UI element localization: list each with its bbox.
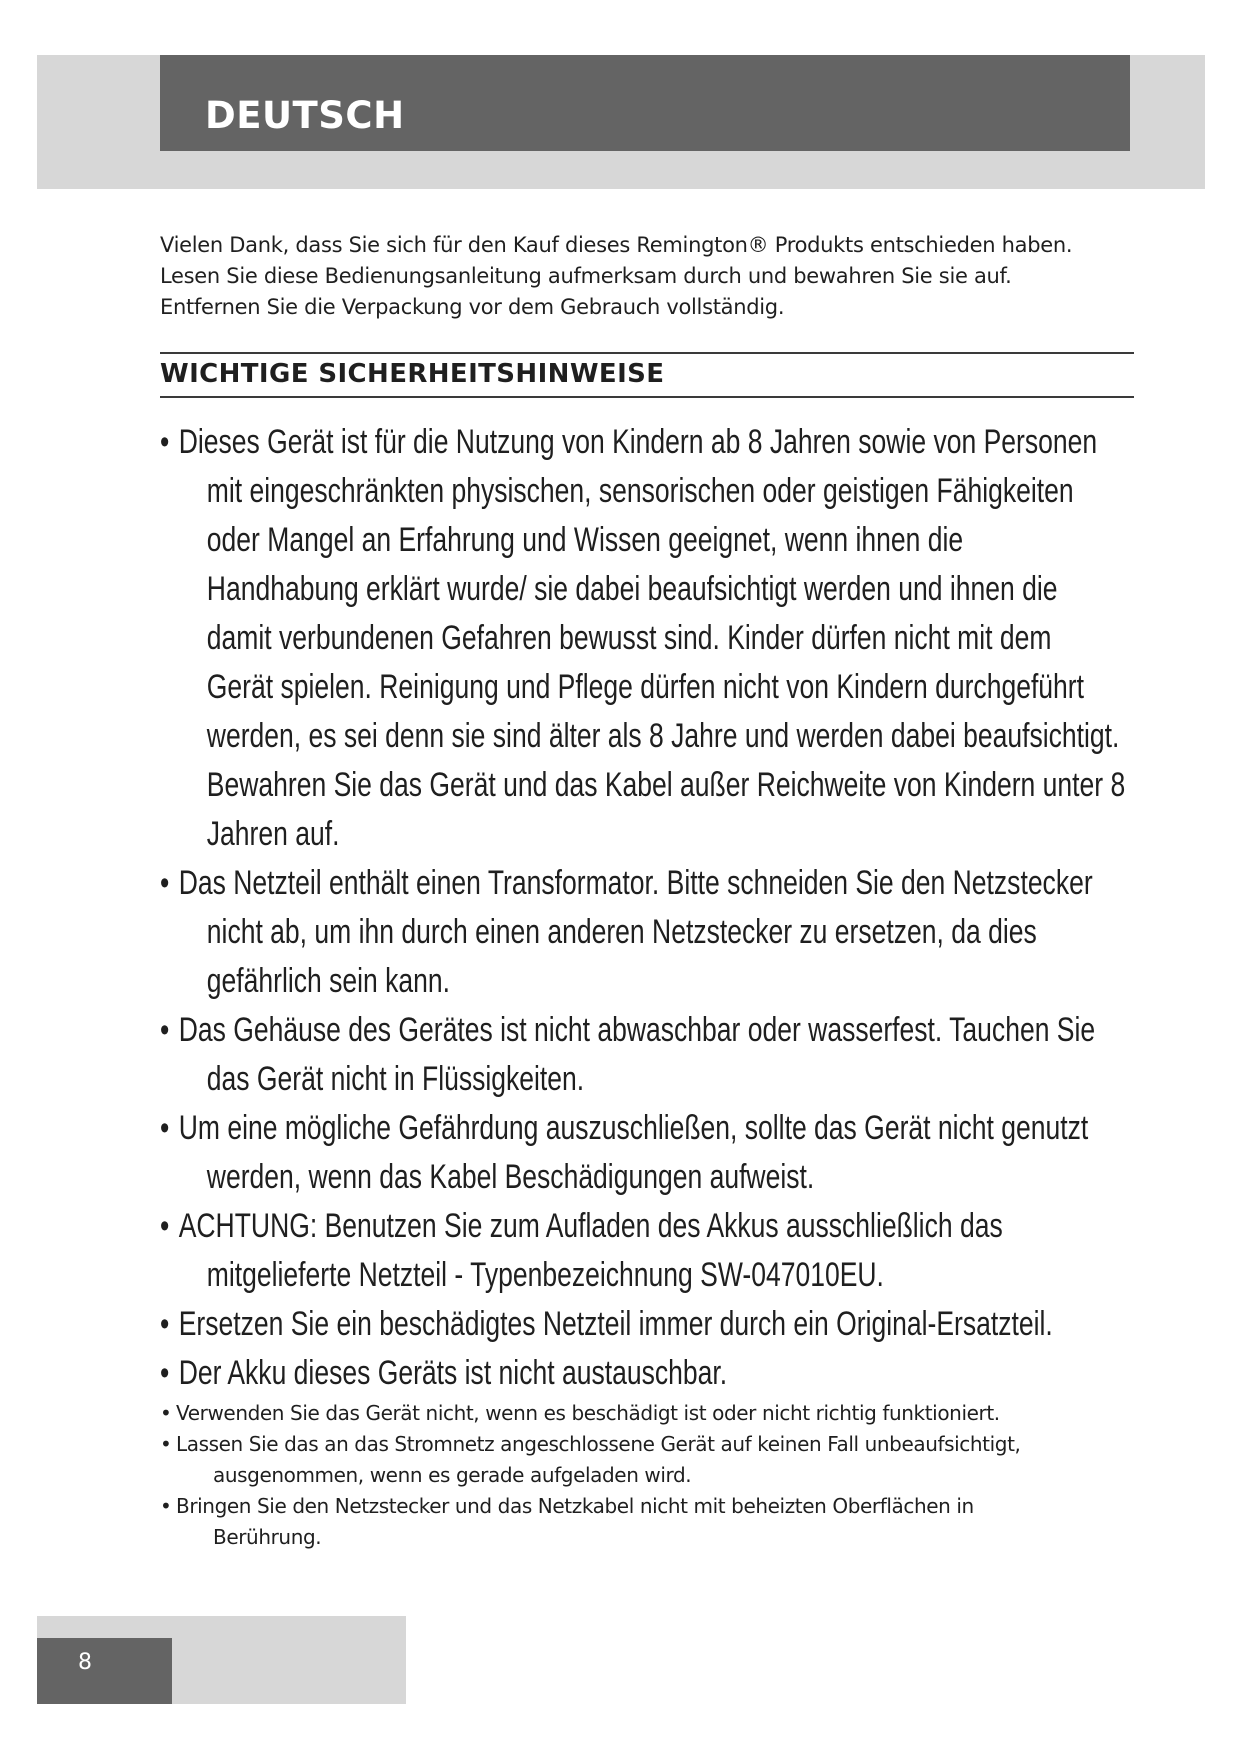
bullet-icon: •: [160, 864, 170, 902]
safety-item-line: damit verbundenen Gefahren bewusst sind. Kinder dürfen nicht mit dem: [206, 619, 1052, 657]
safety-item-line: Lassen Sie das an das Stromnetz angeschlossene Gerät auf keinen Fall unbeaufsichtigt,: [176, 1432, 1021, 1456]
language-heading: DEUTSCH: [205, 94, 405, 137]
safety-item-line: werden, wenn das Kabel Beschädigungen aufweist.: [206, 1158, 815, 1196]
bullet-icon: •: [160, 1432, 172, 1456]
safety-item: [160, 418, 1158, 859]
safety-item-line: Bewahren Sie das Gerät und das Kabel außer Reichweite von Kindern unter 8: [206, 766, 1126, 804]
bullet-icon: •: [160, 1109, 170, 1147]
safety-item-line: Berührung.: [213, 1525, 322, 1549]
safety-item-line: Das Netzteil enthält einen Transformator. Bitte schneiden Sie den Netzstecker: [178, 864, 1093, 902]
safety-item-line: Bringen Sie den Netzstecker und das Netzkabel nicht mit beheizten Oberflächen in: [176, 1494, 974, 1518]
bullet-icon: •: [160, 1494, 172, 1518]
safety-item-line: ausgenommen, wenn es gerade aufgeladen wird.: [213, 1463, 692, 1487]
safety-item: [160, 1202, 1158, 1300]
safety-item: [160, 1006, 1158, 1104]
safety-item-line: nicht ab, um ihn durch einen anderen Netzstecker zu ersetzen, da dies: [206, 913, 1037, 951]
intro-line: Vielen Dank, dass Sie sich für den Kauf dieses Remington® Produkts entschieden haben.: [160, 233, 1073, 257]
safety-item: [160, 1104, 1158, 1202]
intro-line: Lesen Sie diese Bedienungsanleitung aufmerksam durch und bewahren Sie sie auf.: [160, 264, 1012, 288]
bullet-icon: •: [160, 1207, 170, 1245]
safety-list-large: [160, 418, 1140, 1398]
bullet-icon: •: [160, 1011, 170, 1049]
safety-item-line: Dieses Gerät ist für die Nutzung von Kindern ab 8 Jahren sowie von Personen: [178, 423, 1098, 461]
safety-list-small: [160, 1398, 1140, 1553]
intro-line: Entfernen Sie die Verpackung vor dem Gebrauch vollständig.: [160, 295, 785, 319]
safety-item: [160, 1491, 1140, 1553]
section-rule-top: [160, 352, 1134, 354]
safety-item-line: Der Akku dieses Geräts ist nicht austauschbar.: [178, 1354, 728, 1392]
bullet-icon: •: [160, 423, 170, 461]
safety-item-line: werden, es sei denn sie sind älter als 8 Jahre und werden dabei beaufsichtigt.: [206, 717, 1120, 755]
intro-paragraph: [160, 230, 1140, 323]
safety-item-line: oder Mangel an Erfahrung und Wissen geeignet, wenn ihnen die: [206, 521, 964, 559]
bullet-icon: •: [160, 1354, 170, 1392]
safety-item-line: Jahren auf.: [206, 815, 340, 853]
safety-item-line: Um eine mögliche Gefährdung auszuschließen, sollte das Gerät nicht genutzt: [178, 1109, 1089, 1147]
bullet-icon: •: [160, 1305, 170, 1343]
footer-box: [37, 1638, 172, 1704]
safety-item-line: Gerät spielen. Reinigung und Pflege dürfen nicht von Kindern durchgeführt: [206, 668, 1085, 706]
safety-item-line: das Gerät nicht in Flüssigkeiten.: [206, 1060, 585, 1098]
page-number: 8: [78, 1650, 92, 1675]
safety-item-line: mitgelieferte Netzteil - Typenbezeichnung SW-047010EU.: [206, 1256, 884, 1294]
safety-item: [160, 859, 1158, 1006]
safety-item-line: Handhabung erklärt wurde/ sie dabei beaufsichtigt werden und ihnen die: [206, 570, 1058, 608]
safety-item-line: gefährlich sein kann.: [206, 962, 451, 1000]
safety-item-line: Ersetzen Sie ein beschädigtes Netzteil immer durch ein Original-Ersatzteil.: [178, 1305, 1053, 1343]
safety-item: [160, 1429, 1140, 1491]
safety-item-line: Das Gehäuse des Gerätes ist nicht abwaschbar oder wasserfest. Tauchen Sie: [178, 1011, 1096, 1049]
safety-item: [160, 1300, 1158, 1349]
section-rule-bottom: [160, 396, 1134, 398]
safety-item-line: ACHTUNG: Benutzen Sie zum Aufladen des Akkus ausschließlich das: [178, 1207, 1003, 1245]
safety-item-line: mit eingeschränkten physischen, sensorischen oder geistigen Fähigkeiten: [206, 472, 1074, 510]
safety-item-line: Verwenden Sie das Gerät nicht, wenn es beschädigt ist oder nicht richtig funktioniert.: [176, 1401, 1000, 1425]
section-heading: WICHTIGE SICHERHEITSHINWEISE: [160, 359, 665, 389]
safety-item: [160, 1349, 1158, 1398]
bullet-icon: •: [160, 1401, 172, 1425]
safety-item: [160, 1398, 1140, 1429]
